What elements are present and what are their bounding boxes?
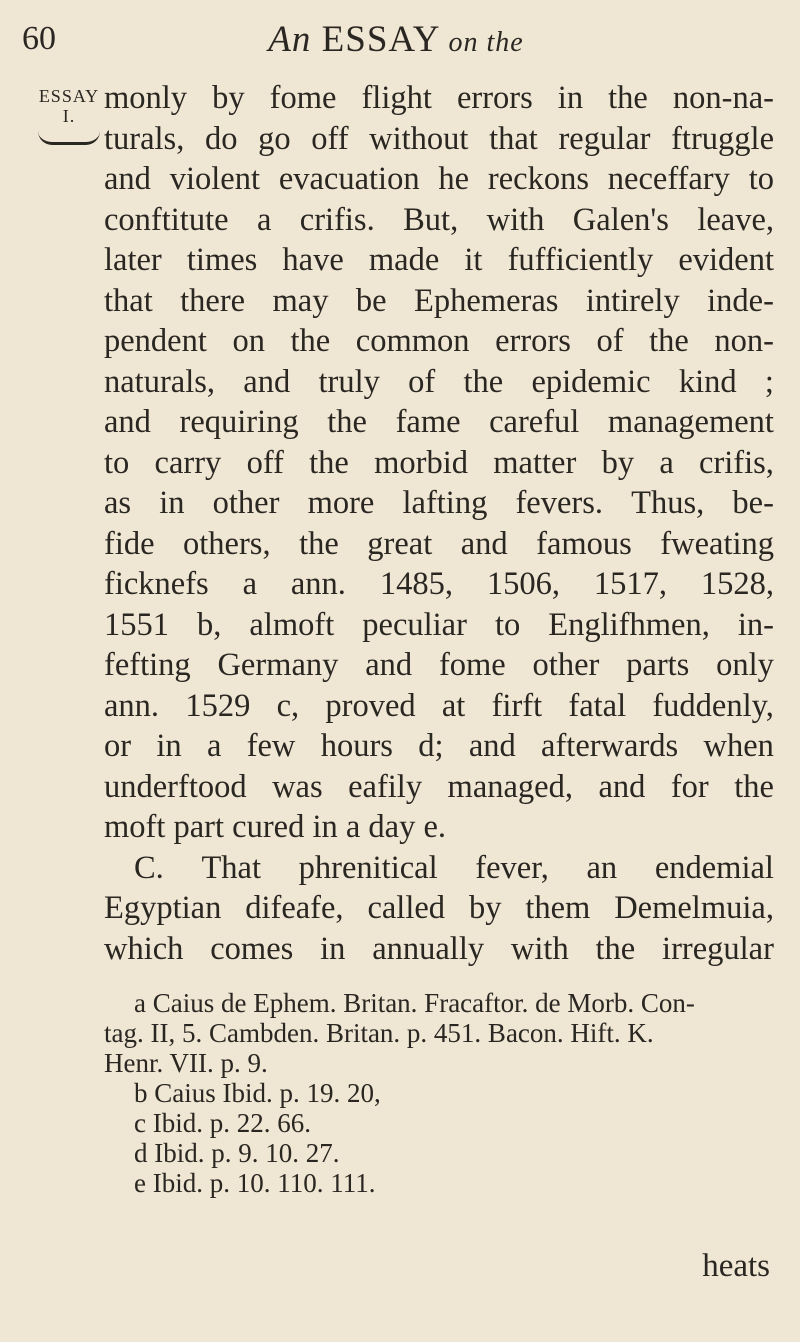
text-line: to carry off the morbid matter by a crifis,	[104, 444, 774, 481]
running-head-an: An	[268, 19, 322, 60]
text-line: conftitute a crifis. But, with Galen's leave,	[104, 201, 774, 238]
footnote-line: b Caius Ibid. p. 19. 20,	[134, 1078, 381, 1108]
footnote-line: tag. II, 5. Cambden. Britan. p. 451. Bacon. Hift. K.	[104, 1018, 654, 1048]
text-line: and requiring the fame careful management	[104, 404, 774, 440]
text-line: or in a few hours d; and afterwards when	[104, 728, 774, 764]
text-line: fefting Germany and fome other parts only	[104, 647, 774, 683]
footnote-line: a Caius de Ephem. Britan. Fracaftor. de Morb. Con-	[134, 988, 695, 1018]
footnote-line: Henr. VII. p. 9.	[104, 1048, 268, 1078]
text-line: underftood was eafily managed, and for the	[104, 768, 774, 805]
body-text	[104, 78, 774, 969]
text-line: 1551 b, almoft peculiar to Englifhmen, in-	[104, 606, 774, 643]
text-line: ann. 1529 c, proved at firft fatal fuddenly,	[104, 687, 774, 724]
margin-catch	[38, 86, 100, 145]
text-line: naturals, and truly of the epidemic kind ;	[104, 363, 774, 400]
margin-essay: ESSAY	[38, 86, 100, 106]
text-line: Egyptian difeafe, called by them Demelmuia,	[104, 890, 774, 926]
footnote-line: c Ibid. p. 22. 66.	[134, 1108, 311, 1138]
brace-mark	[38, 128, 100, 145]
text-line: ficknefs a ann. 1485, 1506, 1517, 1528,	[104, 566, 774, 602]
text-line: later times have made it fufficiently evident	[104, 242, 774, 278]
running-head	[22, 18, 770, 61]
footnote-line: d Ibid. p. 9. 10. 27.	[134, 1138, 340, 1168]
margin-numeral: I.	[62, 106, 76, 126]
footnotes	[104, 988, 774, 1198]
text-line: fide others, the great and famous fweating	[104, 525, 774, 562]
page-number: 60	[22, 20, 56, 57]
text-line: which comes in annually with the irregular	[104, 930, 774, 967]
text-line: turals, do go off without that regular ftruggle	[104, 120, 774, 157]
footnote-line: e Ibid. p. 10. 110. 111.	[134, 1168, 376, 1198]
running-head-essay: ESSAY	[321, 19, 441, 60]
text-line: that there may be Ephemeras intirely inde-	[104, 282, 774, 319]
text-line: monly by fome flight errors in the non-na-	[104, 80, 774, 116]
text-line: pendent on the common errors of the non-	[104, 323, 774, 359]
text-line: as in other more lafting fevers. Thus, be-	[104, 485, 774, 521]
page-header	[22, 14, 770, 66]
catchword: heats	[702, 1248, 770, 1284]
text-line: and violent evacuation he reckons neceffary to	[104, 161, 774, 197]
running-head-on-the: on the	[440, 27, 524, 58]
text-line: moft part cured in a day e.	[104, 809, 447, 845]
text-line: C. That phrenitical fever, an endemial	[134, 849, 774, 886]
